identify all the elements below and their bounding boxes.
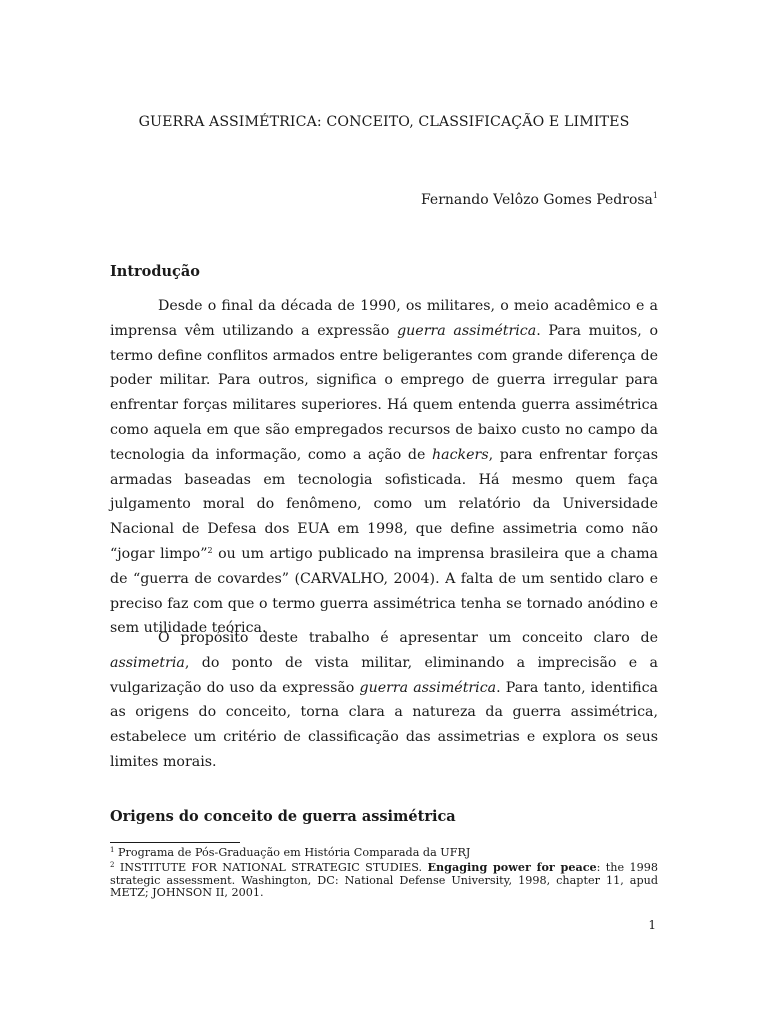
footnote-divider xyxy=(110,842,240,843)
text-run: , para enfrentar forças armadas baseadas em tecnologia sofisticada. Há mesmo quem faça julgamento moral do fenômeno, como um relatório da Universidade Nacional de Defesa dos EUA em 1998, que define assimetria como não “jogar limpo” xyxy=(110,446,658,562)
section-heading-introduction: Introdução xyxy=(110,263,200,280)
footnote-ref-2: 2 xyxy=(207,545,213,555)
footnote-bold-title: Engaging power for peace xyxy=(427,859,597,874)
italic-term: guerra assimétrica xyxy=(397,322,537,339)
footnote-text: Programa de Pós-Graduação em História Comparada da UFRJ xyxy=(114,846,471,859)
text-run: . Para tanto, identifica as origens do conceito, torna clara a natureza da guerra assimétrica, estabelece um critério de classificação das assimetrias e explora os seus limites morais. xyxy=(110,679,658,770)
footnote-text: INSTITUTE FOR NATIONAL STRATEGIC STUDIES. xyxy=(114,860,428,874)
paper-title: GUERRA ASSIMÉTRICA: CONCEITO, CLASSIFICAÇÃO E LIMITES xyxy=(138,114,630,130)
text-run: . Para muitos, o termo define conflitos armados entre beligerantes com grande diferença de poder militar. Para outros, significa o emprego de guerra irregular para enfrentar forças militares superiores. Há quem entenda guerra assimétrica como aquela em que são empregados recursos de baixo custo no campo da tecnologia da informação, como a ação de xyxy=(110,322,658,463)
section-heading-origins: Origens do conceito de guerra assimétrica xyxy=(110,808,456,825)
text-run: , do ponto de vista militar, eliminando a imprecisão e a vulgarização do uso da expressão xyxy=(110,654,658,696)
footnote-2 xyxy=(110,861,658,900)
footnote-1 xyxy=(110,847,658,860)
text-run: O propósito deste trabalho é apresentar um conceito claro de xyxy=(158,630,658,646)
footnote-text: : the 1998 strategic assessment. Washington, DC: National Defense University, 1998, chapter 11, apud METZ; JOHNSON II, 2001. xyxy=(110,860,658,900)
paragraph-introduction-1 xyxy=(110,294,658,641)
author-footnote-ref: 1 xyxy=(652,191,658,200)
italic-term: assimetria xyxy=(110,654,185,671)
text-run: Desde o final da década de 1990, os militares, o meio acadêmico e a imprensa vêm utilizando a expressão xyxy=(110,298,658,339)
footnote-marker: 1 xyxy=(110,846,115,854)
author-name: Fernando Velôzo Gomes Pedrosa xyxy=(420,192,653,208)
paragraph-introduction-2 xyxy=(110,626,658,775)
text-run: ou um artigo publicado na imprensa brasileira que a chama de “guerra de covardes” (CARVALHO, 2004). A falta de um sentido claro e preciso faz com que o termo guerra assimétrica tenha se tornado anódino e sem utilidade teórica. xyxy=(110,545,658,637)
italic-term: hackers xyxy=(432,446,489,463)
page-number: 1 xyxy=(648,918,656,932)
italic-term: guerra assimétrica xyxy=(359,679,497,696)
footnote-marker: 2 xyxy=(110,860,115,869)
author-line xyxy=(421,191,658,208)
footnotes xyxy=(110,847,658,901)
